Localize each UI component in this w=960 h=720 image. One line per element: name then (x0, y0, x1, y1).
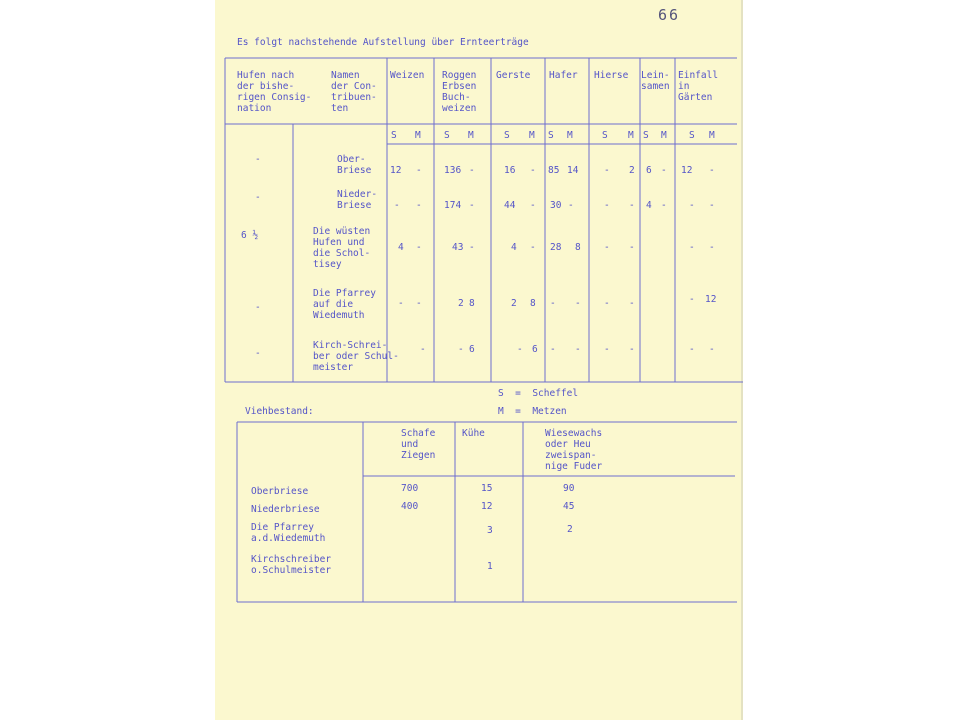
cell-roggen-s: 136 (444, 165, 462, 176)
cell-einfall-s: - (689, 200, 695, 211)
cell-gerste-m: - (530, 200, 536, 211)
cell-gerste-s: 4 (511, 242, 517, 253)
subheader-m: M (709, 130, 715, 141)
cell-roggen-m: 6 (469, 344, 475, 355)
cell-gerste-s: - (517, 344, 523, 355)
subheader-s: S (391, 130, 397, 141)
cell-weizen-m: - (416, 298, 422, 309)
row-name: Die wüsten Hufen und die Schol- tisey (313, 226, 371, 270)
legend-scheffel: S = Scheffel (498, 388, 579, 399)
cell-gerste-s: 2 (511, 298, 517, 309)
row-name: Die Pfarrey auf die Wiedemuth (313, 288, 376, 321)
header-kuehe: Kühe (462, 428, 485, 439)
subheader-s: S (548, 130, 554, 141)
cell-hafer-s: 85 (548, 165, 560, 176)
cell-roggen-s: 174 (444, 200, 462, 211)
cell-roggen-m: 8 (469, 298, 475, 309)
cell-lein-s: 4 (646, 200, 652, 211)
subheader-s: S (602, 130, 608, 141)
hufen-value: 6 ½ (241, 230, 259, 241)
row-name: Kirchschreiber o.Schulmeister (251, 554, 332, 576)
row-hufen: - (255, 154, 261, 165)
cell-einfall-s: - (689, 294, 695, 305)
cell-hafer-m: - (575, 344, 581, 355)
subheader-m: M (529, 130, 535, 141)
cell-roggen-m: - (469, 242, 475, 253)
cell-einfall-m: - (709, 200, 715, 211)
cell-hierse-m: - (629, 344, 635, 355)
subheader-m: M (628, 130, 634, 141)
cell-kuehe: 15 (481, 483, 493, 494)
row-name: Ober- Briese (337, 154, 372, 176)
cell-roggen-s: 43 (452, 242, 464, 253)
cell-roggen-m: - (469, 165, 475, 176)
cell-hierse-s: - (604, 298, 610, 309)
header-gerste: Gerste (496, 70, 531, 81)
cell-hierse-s: - (604, 165, 610, 176)
cell-einfall-m: 12 (705, 294, 717, 305)
subheader-s: S (444, 130, 450, 141)
subheader-m: M (661, 130, 667, 141)
cell-einfall-m: - (709, 242, 715, 253)
subheader-s: S (504, 130, 510, 141)
cell-roggen-m: - (469, 200, 475, 211)
cell-hierse-m: - (629, 200, 635, 211)
subheader-s: S (689, 130, 695, 141)
cell-hafer-m: 14 (567, 165, 579, 176)
cell-hafer-s: 28 (550, 242, 562, 253)
cell-lein-s: 6 (646, 165, 652, 176)
subheader-s: S (643, 130, 649, 141)
subheader-m: M (567, 130, 573, 141)
row-name: Oberbriese (251, 486, 309, 497)
header-hafer: Hafer (549, 70, 578, 81)
row-hufen: - (255, 192, 261, 203)
row-name: Niederbriese (251, 504, 320, 515)
header-leinsamen: Lein- samen (641, 70, 670, 92)
cell-einfall-s: - (689, 242, 695, 253)
cell-kuehe: 12 (481, 501, 493, 512)
cell-hierse-s: - (604, 344, 610, 355)
cell-gerste-m: 8 (530, 298, 536, 309)
cell-hafer-m: 8 (575, 242, 581, 253)
subheader-m: M (415, 130, 421, 141)
row-hufen: - (255, 302, 261, 313)
cell-hafer-s: - (550, 344, 556, 355)
cell-lein-m: - (661, 200, 667, 211)
page-number: 66 (658, 6, 681, 24)
cell-weizen-s: 4 (398, 242, 404, 253)
cell-kuehe: 3 (487, 525, 493, 536)
cell-hierse-s: - (604, 242, 610, 253)
row-hufen: - (255, 348, 261, 359)
header-roggen: Roggen Erbsen Buch- weizen (442, 70, 477, 114)
cell-einfall-m: - (709, 344, 715, 355)
cell-hierse-m: - (629, 242, 635, 253)
header-namen: Namen der Con- tribuen- ten (331, 70, 377, 114)
subheader-m: M (468, 130, 474, 141)
cell-gerste-m: - (530, 165, 536, 176)
cell-heu: 2 (567, 524, 573, 535)
cell-weizen-m: - (416, 200, 422, 211)
cell-heu: 90 (563, 483, 575, 494)
cell-hierse-s: - (604, 200, 610, 211)
cell-hafer-m: - (568, 200, 574, 211)
header-hufen: Hufen nach der bishe- rigen Consig- nation (237, 70, 312, 114)
cell-kuehe: 1 (487, 561, 493, 572)
livestock-label: Viehbestand: (245, 406, 314, 417)
cell-lein-m: - (661, 165, 667, 176)
cell-gerste-m: 6 (532, 344, 538, 355)
header-einfall: Einfall in Gärten (678, 70, 719, 103)
cell-roggen-s: 2 (458, 298, 464, 309)
cell-gerste-s: 44 (504, 200, 516, 211)
legend-metzen: M = Metzen (498, 406, 567, 417)
cell-hafer-m: - (575, 298, 581, 309)
cell-roggen-s: - (458, 344, 464, 355)
document-page (215, 0, 743, 720)
cell-weizen-m: - (416, 165, 422, 176)
row-name: Die Pfarrey a.d.Wiedemuth (251, 522, 326, 544)
header-weizen: Weizen (390, 70, 425, 81)
cell-schafe: 700 (401, 483, 419, 494)
header-hierse: Hierse (594, 70, 629, 81)
cell-weizen-m: - (416, 242, 422, 253)
cell-weizen-s: - (420, 344, 426, 355)
cell-hafer-s: 30 (550, 200, 562, 211)
cell-hierse-m: - (629, 298, 635, 309)
cell-hierse-m: 2 (629, 165, 635, 176)
cell-hafer-s: - (550, 298, 556, 309)
cell-einfall-s: - (689, 344, 695, 355)
header-heu: Wiesewachs oder Heu zweispan- nige Fuder (545, 428, 603, 472)
cell-heu: 45 (563, 501, 575, 512)
cell-einfall-m: - (709, 165, 715, 176)
page-heading: Es folgt nachstehende Aufstellung über Ernteerträge (237, 37, 529, 48)
cell-gerste-s: 16 (504, 165, 516, 176)
row-name: Kirch-Schrei- ber oder Schul- meister (313, 340, 399, 373)
cell-schafe: 400 (401, 501, 419, 512)
row-name: Nieder- Briese (337, 189, 378, 211)
cell-weizen-s: 12 (390, 165, 402, 176)
cell-weizen-s: - (394, 200, 400, 211)
cell-gerste-m: - (530, 242, 536, 253)
cell-einfall-s: 12 (681, 165, 693, 176)
cell-weizen-s: - (398, 298, 404, 309)
header-schafe: Schafe und Ziegen (401, 428, 436, 461)
